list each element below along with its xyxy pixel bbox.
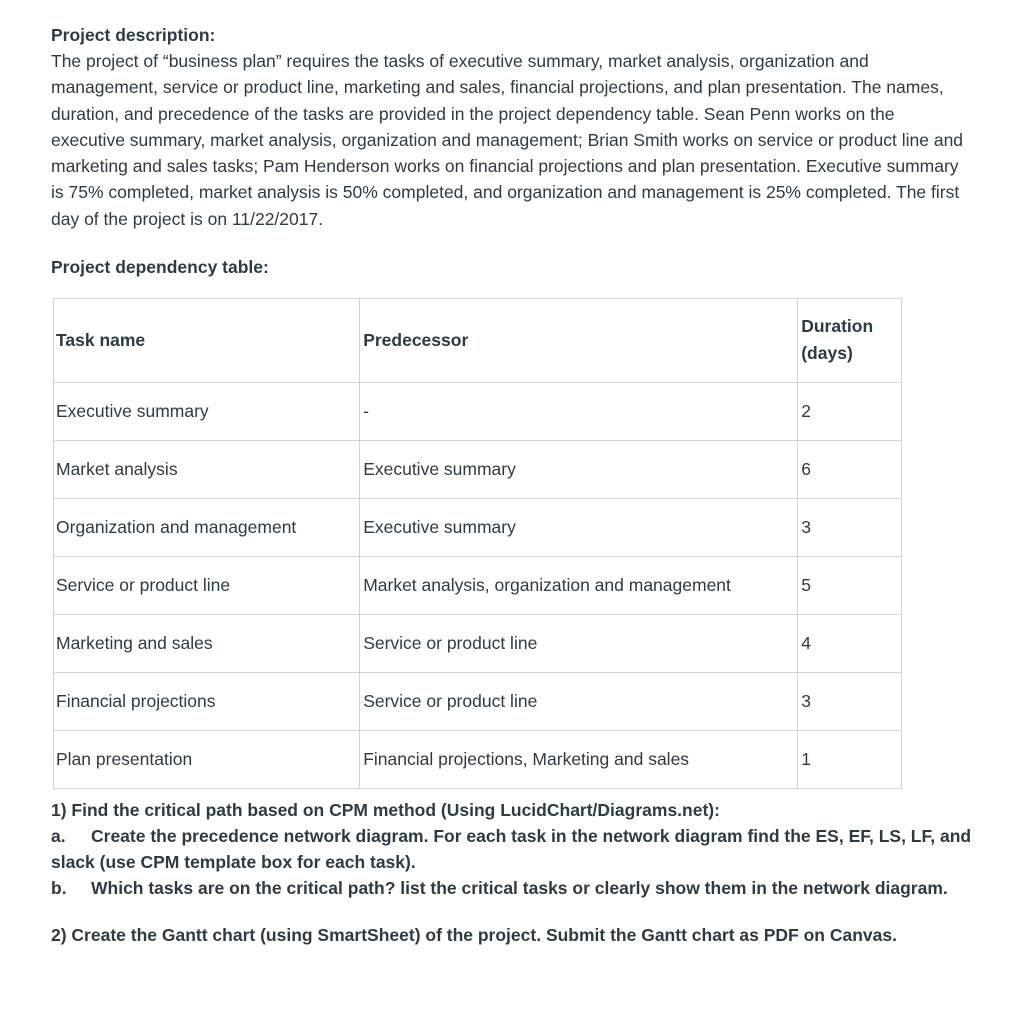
description-text: The project of “business plan” requires the tasks of executive summary, market analysis, organization and management, service or product line, marketing and sales, financial projections, and plan presentation. The names, duration, and precedence of the tasks are provided in the project dependency table. Sean Penn works on the executive summary, market analysis, organization and management; Brian Smith works on service or product line and marketing and sales tasks; Pam Henderson works on financial projections and plan presentation. Executive summary is 75% completed, market analysis is 50% completed, and organization and management is 25% completed. The first day of the project is on 11/22/2017.	[51, 51, 964, 229]
predecessor-cell: Executive summary	[360, 440, 798, 498]
table-header-row	[54, 298, 902, 382]
table-row	[54, 498, 902, 556]
question-1a-text: Create the precedence network diagram. For each task in the network diagram find the ES, EF, LS, LF, and slack (use CPM template box for each task).	[51, 825, 972, 873]
header-duration: Duration (days)	[798, 298, 902, 382]
duration-cell: 3	[798, 672, 902, 730]
header-predecessor: Predecessor	[360, 298, 798, 382]
predecessor-cell: Service or product line	[360, 614, 798, 672]
duration-cell: 5	[798, 556, 902, 614]
task-name-cell: Marketing and sales	[54, 614, 360, 672]
task-name-cell: Service or product line	[54, 556, 360, 614]
predecessor-cell: Market analysis, organization and management	[360, 556, 798, 614]
question-1b-text: Which tasks are on the critical path? list the critical tasks or clearly show them in the network diagram.	[91, 878, 948, 899]
task-name-cell: Organization and management	[54, 498, 360, 556]
table-row	[54, 614, 902, 672]
task-name-cell: Plan presentation	[54, 730, 360, 788]
predecessor-cell: Executive summary	[360, 498, 798, 556]
question-1a	[51, 823, 981, 876]
question-1b-label: b.	[51, 878, 67, 899]
predecessor-cell: Service or product line	[360, 672, 798, 730]
duration-cell: 3	[798, 498, 902, 556]
duration-cell: 4	[798, 614, 902, 672]
dependency-table	[53, 298, 902, 789]
document-page	[51, 22, 981, 948]
question-2: 2) Create the Gantt chart (using SmartSheet) of the project. Submit the Gantt chart as PDF on Canvas.	[51, 924, 897, 945]
task-name-cell: Market analysis	[54, 440, 360, 498]
task-name-cell: Financial projections	[54, 672, 360, 730]
description-heading: Project description:	[51, 25, 216, 45]
task-name-cell: Executive summary	[54, 382, 360, 440]
question-1b	[51, 875, 981, 901]
duration-cell: 6	[798, 440, 902, 498]
duration-cell: 1	[798, 730, 902, 788]
table-row	[54, 382, 902, 440]
questions-section	[51, 797, 981, 948]
table-heading: Project dependency table:	[51, 257, 269, 278]
header-task-name: Task name	[54, 298, 360, 382]
question-1: 1) Find the critical path based on CPM method (Using LucidChart/Diagrams.net):	[51, 799, 720, 820]
question-1a-label: a.	[51, 825, 66, 846]
predecessor-cell: Financial projections, Marketing and sales	[360, 730, 798, 788]
table-row	[54, 730, 902, 788]
predecessor-cell: -	[360, 382, 798, 440]
table-row	[54, 556, 902, 614]
table-row	[54, 440, 902, 498]
duration-cell: 2	[798, 382, 902, 440]
table-row	[54, 672, 902, 730]
